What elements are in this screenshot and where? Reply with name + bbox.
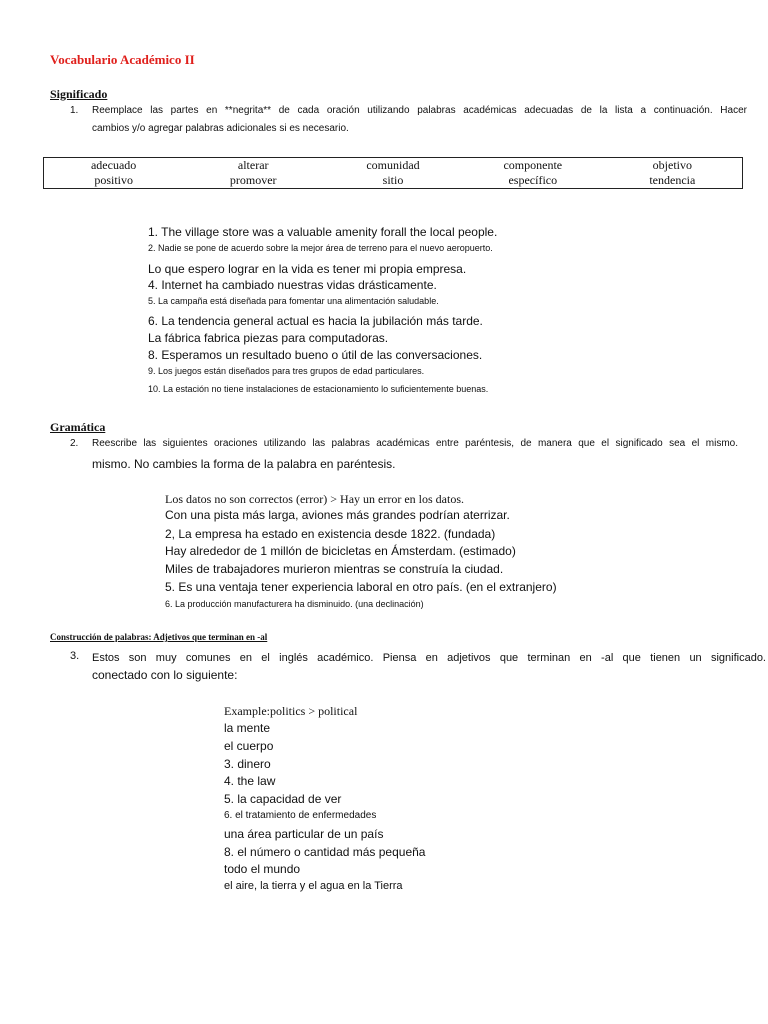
section-heading-significado: Significado [50,87,108,101]
word-cell: alterar [237,158,269,172]
instruction-2 [70,435,738,453]
list-item: 5. la capacidad de ver [224,792,342,806]
list-item: 6. La tendencia general actual es hacia la jubilación más tarde. [148,314,483,328]
list-item: Miles de trabajadores murieron mientras se construía la ciudad. [165,562,504,576]
list-item: 2. Nadie se pone de acuerdo sobre la mejor área de terreno para el nuevo aeropuerto. [148,243,493,253]
word-cell: específico [508,173,558,187]
instruction-line: mismo. No cambies la forma de la palabra en paréntesis. [92,457,396,471]
word-cell: comunidad [366,158,420,172]
list-item: 6. La producción manufacturera ha disminuido. (una declinación) [165,599,424,609]
word-cell: sitio [382,173,404,187]
word-cell: promover [229,173,277,187]
instruction-3 [70,650,766,666]
example-line: Los datos no son correctos (error) > Hay un error en los datos. [165,492,465,506]
list-item: Hay alrededor de 1 millón de bicicletas en Ámsterdam. (estimado) [165,544,516,558]
list-item: todo el mundo [224,862,301,876]
section-heading-construccion: Construcción de palabras: Adjetivos que terminan en -al [50,632,268,642]
list-item: 9. Los juegos están diseñados para tres grupos de edad particulares. [148,366,425,376]
list-item: el aire, la tierra y el agua en la Tierra [224,880,403,892]
list-item: 4. Internet ha cambiado nuestras vidas drásticamente. [148,278,437,292]
word-cell: objetivo [652,158,692,172]
word-cell: adecuado [90,158,137,172]
list-item: una área particular de un país [224,827,384,841]
instruction-1 [70,102,747,138]
list-item: 1. The village store was a valuable amenity forall the local people. [148,225,498,239]
list-item: 8. Esperamos un resultado bueno o útil de las conversaciones. [148,348,483,362]
table-row [44,173,743,189]
document-title: Vocabulario Académico II [50,52,195,67]
instruction-number: 2. [70,438,79,449]
list-item: 6. el tratamiento de enfermedades [224,810,377,821]
list-item: 5. Es una ventaja tener experiencia laboral en otro país. (en el extranjero) [165,580,557,594]
word-cell: tendencia [649,173,696,187]
list-item: Lo que espero lograr en la vida es tener mi propia empresa. [148,262,467,276]
list-item: 5. La campaña está diseñada para fomentar una alimentación saludable. [148,296,439,306]
list-item: La fábrica fabrica piezas para computadoras. [148,331,389,345]
example-line: Example:politics > political [224,704,358,718]
list-item: el cuerpo [224,739,274,753]
word-list-table [43,157,743,189]
word-cell: positivo [94,173,133,187]
list-item: Con una pista más larga, aviones más grandes podrían aterrizar. [165,508,510,522]
instruction-line: Reescribe las siguientes oraciones utilizando las palabras académicas entre paréntesis, de manera que el significado sea el mismo. [92,438,738,449]
list-item: 3. dinero [224,757,271,771]
list-item: la mente [224,721,271,735]
list-item: 4. the law [224,774,276,788]
table-row [44,158,743,174]
instruction-line: cambios y/o agregar palabras adicionales si es necesario. [92,123,349,134]
instruction-line: Estos son muy comunes en el inglés académico. Piensa en adjetivos que terminan en -al que tienen un significado. [92,652,766,664]
instruction-number: 1. [70,105,79,116]
word-cell: componente [503,158,563,172]
instruction-line: Reemplace las partes en **negrita** de cada oración utilizando palabras académicas adecuadas de la lista a continuación. Hacer [92,105,747,116]
list-item: 10. La estación no tiene instalaciones de estacionamiento lo suficientemente buenas. [148,384,489,394]
section-heading-gramatica: Gramática [50,420,106,434]
list-item: 2, La empresa ha estado en existencia desde 1822. (fundada) [165,527,496,541]
instruction-number: 3. [70,650,80,662]
list-item: 8. el número o cantidad más pequeña [224,845,426,859]
instruction-line: conectado con lo siguiente: [92,668,238,682]
